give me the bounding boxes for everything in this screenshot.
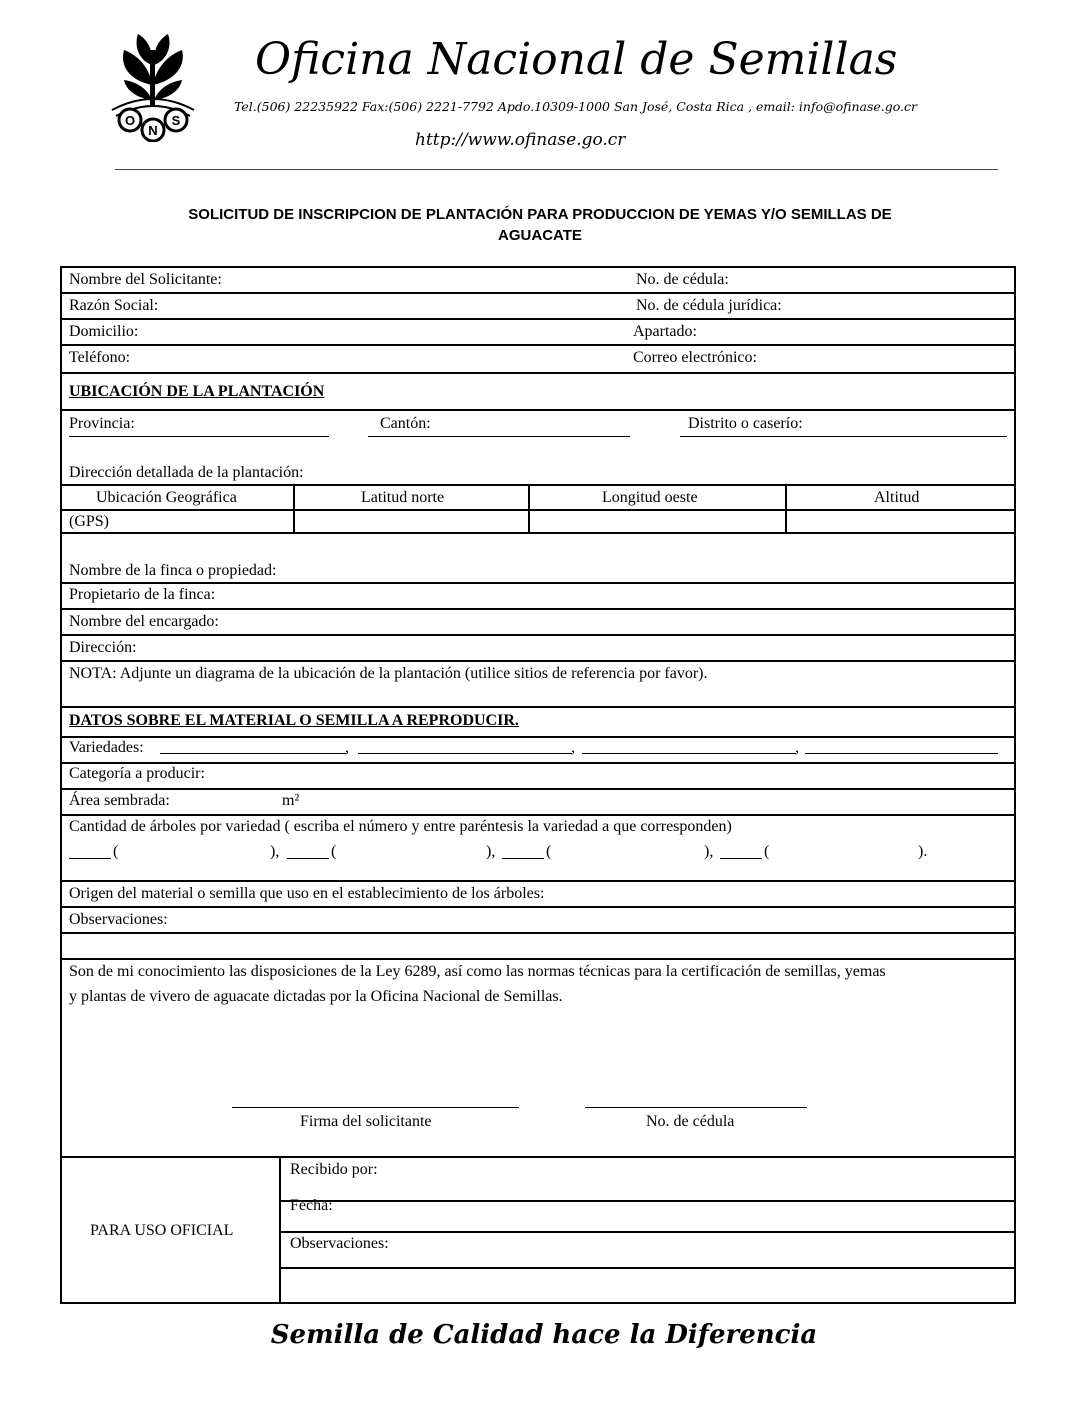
declaration-line2: y plantas de vivero de aguacate dictadas por la Oficina Nacional de Semillas. [69,988,563,1005]
svg-text:O: O [124,113,136,128]
firma-line[interactable] [232,1107,519,1108]
label-cantidad-arboles: Cantidad de árboles por variedad ( escriba el número y entre paréntesis la variedad a que corresponden) [69,818,732,835]
nota-diagrama: NOTA: Adjunte un diagrama de la ubicación de la plantación (utilice sitios de referencia por favor). [69,665,708,682]
application-form [60,266,1016,1304]
variedad-line-4[interactable] [805,753,998,754]
cantidad-line-3[interactable] [502,858,544,859]
cedula-line[interactable] [585,1107,807,1108]
cantidad-line-4[interactable] [720,858,762,859]
section-heading-ubicacion: UBICACIÓN DE LA PLANTACIÓN [69,383,325,400]
website-link[interactable]: http://www.ofinase.go.cr [415,130,626,150]
label-firma: Firma del solicitante [300,1113,432,1130]
label-area: Área sembrada: [69,792,170,809]
label-finca: Nombre de la finca o propiedad: [69,562,277,579]
label-distrito: Distrito o caserío: [688,415,803,432]
gps-header-ubicacion: Ubicación Geográfica [96,489,237,506]
gps-header-altitud: Altitud [874,489,920,506]
label-domicilio: Domicilio: [69,323,139,340]
provincia-line[interactable] [69,436,329,437]
ons-logo [108,30,198,142]
gps-label: (GPS) [69,513,110,530]
area-unit: m² [282,792,300,809]
canton-line[interactable] [368,436,630,437]
label-no-cedula: No. de cédula [646,1113,735,1130]
label-fecha: Fecha: [290,1197,333,1214]
label-categoria: Categoría a producir: [69,765,205,782]
label-canton: Cantón: [380,415,431,432]
label-propietario: Propietario de la finca: [69,586,216,603]
distrito-line[interactable] [680,436,1007,437]
contact-info: Tel.(506) 22235922 Fax:(506) 2221-7792 Apdo.10309-1000 San José, Costa Rica , email: info@ofinase.go.cr [234,99,918,114]
label-recibido: Recibido por: [290,1161,378,1178]
label-cedula: No. de cédula: [636,271,729,288]
label-encargado: Nombre del encargado: [69,613,219,630]
variedad-line-2[interactable] [358,753,572,754]
gps-header-latitud: Latitud norte [361,489,445,506]
cantidad-line-2[interactable] [287,858,329,859]
label-direccion: Dirección: [69,639,137,656]
label-apartado: Apartado: [633,323,697,340]
org-title: Oficina Nacional de Semillas [255,34,898,85]
svg-text:N: N [148,123,158,138]
gps-header-longitud: Longitud oeste [602,489,698,506]
form-title [100,204,980,246]
label-provincia: Provincia: [69,415,135,432]
variedad-line-3[interactable] [582,753,796,754]
footer-slogan: Semilla de Calidad hace la Diferencia [270,1320,818,1350]
label-correo: Correo electrónico: [633,349,757,366]
label-observaciones: Observaciones: [69,911,168,928]
label-direccion-detallada: Dirección detallada de la plantación: [69,464,304,481]
official-use-label: PARA USO OFICIAL [90,1222,234,1239]
label-official-observaciones: Observaciones: [290,1235,389,1252]
declaration-line1: Son de mi conocimiento las disposiciones de la Ley 6289, así como las normas técnicas para la certificación de semillas, yemas [69,963,886,980]
section-heading-material: DATOS SOBRE EL MATERIAL O SEMILLA A REPRODUCIR. [69,712,519,729]
form-title-line1: SOLICITUD DE INSCRIPCION DE PLANTACIÓN PARA PRODUCCION DE YEMAS Y/O SEMILLAS DE [188,206,892,223]
label-nombre-solicitante: Nombre del Solicitante: [69,271,222,288]
form-title-line2: AGUACATE [498,227,582,244]
variedad-line-1[interactable] [160,753,346,754]
header-divider [115,169,998,170]
label-telefono: Teléfono: [69,349,131,366]
cantidad-line-1[interactable] [69,858,111,859]
label-razon-social: Razón Social: [69,297,159,314]
svg-text:S: S [171,113,181,128]
label-cedula-juridica: No. de cédula jurídica: [636,297,782,314]
label-variedades: Variedades: [69,739,144,756]
label-origen: Origen del material o semilla que uso en el establecimiento de los árboles: [69,885,545,902]
